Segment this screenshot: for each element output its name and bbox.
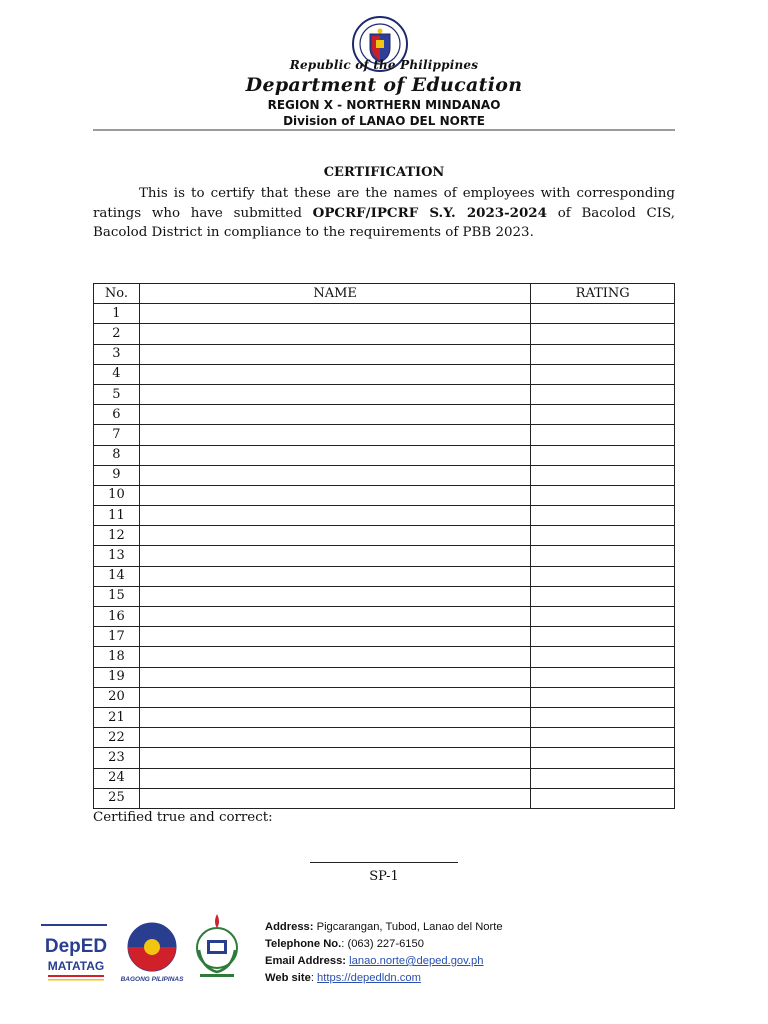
table-row: [94, 506, 675, 526]
rating-cell[interactable]: [531, 546, 675, 566]
table-row: [94, 667, 675, 687]
table-row: [94, 566, 675, 586]
row-number: 21: [94, 707, 140, 727]
header-divider: [93, 129, 675, 131]
region-line: REGION X - NORTHERN MINDANAO: [267, 98, 501, 112]
name-cell[interactable]: [139, 384, 530, 404]
name-cell[interactable]: [139, 667, 530, 687]
name-cell[interactable]: [139, 465, 530, 485]
table-row: [94, 627, 675, 647]
name-cell[interactable]: [139, 748, 530, 768]
signatory-name: SP-1: [369, 869, 399, 884]
row-number: 20: [94, 687, 140, 707]
email-link[interactable]: lanao.norte@deped.gov.ph: [349, 955, 484, 967]
matatag-logo-text: MATATAG: [47, 959, 105, 973]
bagong-pilipinas-text: BAGONG PILIPINAS: [120, 976, 184, 983]
name-cell[interactable]: [139, 768, 530, 788]
address-value: Pigcarangan, Tubod, Lanao del Norte: [313, 921, 503, 933]
table-row: [94, 405, 675, 425]
certification-paragraph: [93, 184, 675, 243]
certified-label: Certified true and correct:: [93, 810, 273, 825]
name-cell[interactable]: [139, 304, 530, 324]
table-row: [94, 304, 675, 324]
row-number: 4: [94, 364, 140, 384]
name-cell[interactable]: [139, 526, 530, 546]
name-cell[interactable]: [139, 405, 530, 425]
name-cell[interactable]: [139, 445, 530, 465]
table-row: [94, 728, 675, 748]
certification-text-bold: OPCRF/IPCRF S.Y. 2023-2024: [312, 204, 547, 221]
row-number: 12: [94, 526, 140, 546]
row-number: 16: [94, 607, 140, 627]
name-cell[interactable]: [139, 728, 530, 748]
table-row: [94, 445, 675, 465]
name-cell[interactable]: [139, 566, 530, 586]
signature-line: [310, 862, 458, 863]
header-rating: RATING: [531, 284, 675, 304]
bagong-pilipinas-logo-icon: [118, 920, 186, 984]
rating-cell[interactable]: [531, 485, 675, 505]
contact-block: [265, 919, 503, 987]
rating-cell[interactable]: [531, 667, 675, 687]
table-row: [94, 485, 675, 505]
table-body: [94, 304, 675, 809]
header-no: No.: [94, 284, 140, 304]
name-cell[interactable]: [139, 687, 530, 707]
header-name: NAME: [139, 284, 530, 304]
name-cell[interactable]: [139, 607, 530, 627]
name-cell[interactable]: [139, 788, 530, 808]
row-number: 5: [94, 384, 140, 404]
rating-cell[interactable]: [531, 425, 675, 445]
row-number: 17: [94, 627, 140, 647]
rating-cell[interactable]: [531, 445, 675, 465]
rating-cell[interactable]: [531, 566, 675, 586]
rating-cell[interactable]: [531, 687, 675, 707]
rating-cell[interactable]: [531, 768, 675, 788]
rating-cell[interactable]: [531, 788, 675, 808]
table-row: [94, 586, 675, 606]
row-number: 24: [94, 768, 140, 788]
certification-text-before: This is to certify that these are the names of employees with corresponding ratings who have submitted: [93, 186, 675, 221]
email-label: Email Address:: [265, 955, 347, 967]
row-number: 10: [94, 485, 140, 505]
row-number: 1: [94, 304, 140, 324]
name-cell[interactable]: [139, 344, 530, 364]
email-line: [265, 953, 503, 970]
certification-title: CERTIFICATION: [323, 165, 445, 180]
employee-ratings-table: [93, 283, 675, 809]
rating-cell[interactable]: [531, 607, 675, 627]
row-number: 15: [94, 586, 140, 606]
name-cell[interactable]: [139, 485, 530, 505]
division-lanao-logo-icon: [190, 910, 244, 982]
certification-text-after: of Bacolod CIS, Bacolod District in compliance to the requirements of PBB 2023.: [93, 205, 675, 241]
row-number: 3: [94, 344, 140, 364]
name-cell[interactable]: [139, 324, 530, 344]
row-number: 2: [94, 324, 140, 344]
address-line: [265, 919, 503, 936]
table-row: [94, 748, 675, 768]
rating-cell[interactable]: [531, 586, 675, 606]
row-number: 22: [94, 728, 140, 748]
table-row: [94, 768, 675, 788]
row-number: 11: [94, 506, 140, 526]
rating-cell[interactable]: [531, 627, 675, 647]
website-link[interactable]: https://depedldn.com: [317, 972, 421, 984]
footer-rule: [41, 924, 107, 926]
name-cell[interactable]: [139, 425, 530, 445]
rating-cell[interactable]: [531, 324, 675, 344]
web-line: Web site: https://depedldn.com: [265, 972, 421, 984]
rating-cell[interactable]: [531, 384, 675, 404]
table-row: [94, 425, 675, 445]
rating-cell[interactable]: [531, 364, 675, 384]
row-number: 9: [94, 465, 140, 485]
row-number: 19: [94, 667, 140, 687]
rating-cell[interactable]: [531, 344, 675, 364]
row-number: 25: [94, 788, 140, 808]
department-title: Department of Education: [245, 74, 523, 96]
table-row: [94, 324, 675, 344]
row-number: 18: [94, 647, 140, 667]
rating-cell[interactable]: [531, 405, 675, 425]
rating-cell[interactable]: [531, 304, 675, 324]
name-cell[interactable]: [139, 627, 530, 647]
deped-matatag-logo-icon: [40, 932, 112, 984]
rating-cell[interactable]: [531, 526, 675, 546]
rating-cell[interactable]: [531, 506, 675, 526]
name-cell[interactable]: [139, 647, 530, 667]
table-row: [94, 546, 675, 566]
name-cell[interactable]: [139, 707, 530, 727]
rating-cell[interactable]: [531, 647, 675, 667]
table-row: [94, 344, 675, 364]
table-row: [94, 465, 675, 485]
row-number: 8: [94, 445, 140, 465]
phone-line: [265, 936, 503, 953]
phone-value: : (063) 227-6150: [341, 938, 424, 950]
web-label: Web site: [265, 972, 311, 984]
phone-label: Telephone No.: [265, 938, 342, 950]
table-row: [94, 526, 675, 546]
name-cell[interactable]: [139, 506, 530, 526]
table-row: [94, 788, 675, 808]
row-number: 13: [94, 546, 140, 566]
table-row: [94, 687, 675, 707]
deped-logo-text: DepED: [44, 936, 108, 957]
table-row: [94, 364, 675, 384]
address-label: Address:: [265, 921, 314, 933]
table-row: [94, 647, 675, 667]
division-line: Division of LANAO DEL NORTE: [283, 114, 485, 128]
republic-line: Republic of the Philippines: [289, 58, 479, 72]
table-row: [94, 384, 675, 404]
rating-cell[interactable]: [531, 707, 675, 727]
name-cell[interactable]: [139, 586, 530, 606]
row-number: 6: [94, 405, 140, 425]
table-header-row: [94, 284, 675, 304]
name-cell[interactable]: [139, 364, 530, 384]
row-number: 23: [94, 748, 140, 768]
table-row: [94, 607, 675, 627]
name-cell[interactable]: [139, 546, 530, 566]
table-row: [94, 707, 675, 727]
row-number: 7: [94, 425, 140, 445]
row-number: 14: [94, 566, 140, 586]
rating-cell[interactable]: [531, 465, 675, 485]
rating-cell[interactable]: [531, 748, 675, 768]
rating-cell[interactable]: [531, 728, 675, 748]
